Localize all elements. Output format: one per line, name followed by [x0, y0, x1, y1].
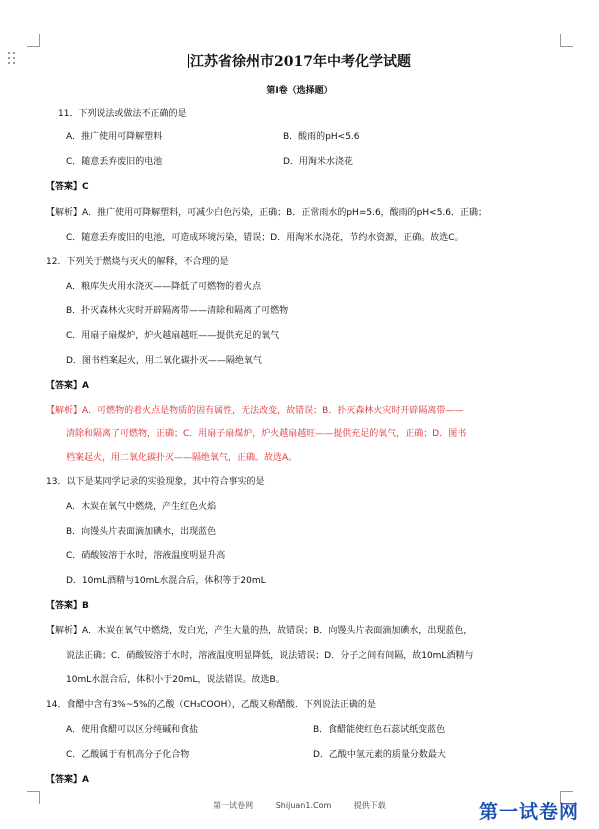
text-cursor — [188, 54, 189, 68]
q12-answer: 【答案】A — [46, 381, 89, 391]
q13-analysis-line-3: 10mL水混合后，体积小于20mL，说法错误。故选B。 — [66, 675, 285, 685]
question-14-stem: 14．食醋中含有3%~5%的乙酸（CH₃COOH），乙酸又称醋酸．下列说法正确的是 — [46, 700, 376, 710]
q11-analysis-line-2: C．随意丢弃废旧的电池，可造成环境污染，错误；D．用淘米水浇花，节约水资源，正确。故选C。 — [66, 233, 464, 243]
question-13-stem: 13．以下是某同学记录的实验现象，其中符合事实的是 — [46, 477, 265, 487]
footer-right-text: 提供下载 — [353, 801, 386, 810]
q13-option-b: B．向馒头片表面滴加碘水，出现蓝色 — [66, 527, 217, 537]
q12-option-d: D．图书档案起火，用二氧化碳扑灭——隔绝氧气 — [66, 356, 262, 366]
q13-answer: 【答案】B — [46, 601, 89, 611]
q13-option-d: D．10mL酒精与10mL水混合后，体积等于20mL — [66, 576, 266, 586]
crop-mark-top-right — [560, 34, 573, 47]
footer-site-text: Shijuan1.Com — [275, 801, 332, 810]
q12-option-b: B．扑灭森林火灾时开辟隔离带——清除和隔离了可燃物 — [66, 306, 289, 316]
q11-analysis-line-1: 【解析】A．推广使用可降解塑料，可减少白色污染，正确；B．正常雨水的pH=5.6，酸雨的pH<5.6．正确； — [46, 208, 488, 218]
question-11-stem: 11．下列说法或做法不正确的是 — [58, 109, 187, 119]
q14-option-b: B．食醋能使红色石蕊试纸变蓝色 — [313, 725, 446, 735]
q13-analysis-line-2: 说法正确；C．硝酸铵溶于水时，溶液温度明显降低，说法错误；D．分子之间有间隔，故10mL酒精与 — [66, 651, 474, 661]
q13-option-a: A．木炭在氧气中燃烧，产生红色火焰 — [66, 502, 217, 512]
q14-option-a: A．使用食醋可以区分纯碱和食盐 — [66, 725, 199, 735]
q12-option-c: C．用扇子扇煤炉，炉火越扇越旺——提供充足的氧气 — [66, 331, 280, 341]
footer-left-text: 第一试卷网 — [213, 801, 254, 810]
q12-option-a: A．粮库失火用水浇灭——降低了可燃物的着火点 — [66, 282, 262, 292]
q13-option-c: C．硝酸铵溶于水时，溶液温度明显升高 — [66, 551, 226, 561]
q12-analysis-line-2: 清除和隔离了可燃物，正确；C．用扇子扇煤炉，炉火越扇越旺——提供充足的氧气，正确；D．图书 — [66, 429, 467, 439]
q11-option-c: C．随意丢弃废旧的电池 — [66, 157, 163, 167]
document-title — [0, 51, 599, 71]
q12-analysis-line-1: 【解析】A．可燃物的着火点是物质的固有属性，无法改变，故错误；B．扑灭森林火灾时开辟隔离带—— — [46, 406, 464, 416]
question-12-stem: 12．下列关于燃烧与灭火的解释，不合理的是 — [46, 257, 229, 267]
q14-option-c: C．乙酸属于有机高分子化合物 — [66, 750, 190, 760]
crop-mark-top-left — [27, 34, 40, 47]
q11-option-d: D．用淘米水浇花 — [283, 157, 353, 167]
q14-answer: 【答案】A — [46, 775, 89, 785]
document-title-text: 江苏省徐州市2017年中考化学试题 — [190, 54, 411, 70]
site-watermark-logo: 第一试卷网 — [479, 801, 580, 823]
section-subtitle: 第Ⅰ卷（选择题） — [266, 86, 333, 96]
q11-answer: 【答案】C — [46, 182, 89, 192]
q11-option-b: B．酸雨的pH<5.6 — [283, 132, 360, 142]
q12-analysis-line-3: 档案起火，用二氧化碳扑灭——隔绝氧气，正确。故选A。 — [66, 453, 298, 463]
q14-option-d: D．乙酸中氢元素的质量分数最大 — [313, 750, 446, 760]
q11-option-a: A．推广使用可降解塑料 — [66, 132, 163, 142]
q13-analysis-line-1: 【解析】A．木炭在氧气中燃烧，发白光，产生大量的热，故错误；B．向馒头片表面滴加碘水，出现蓝色， — [46, 626, 473, 636]
